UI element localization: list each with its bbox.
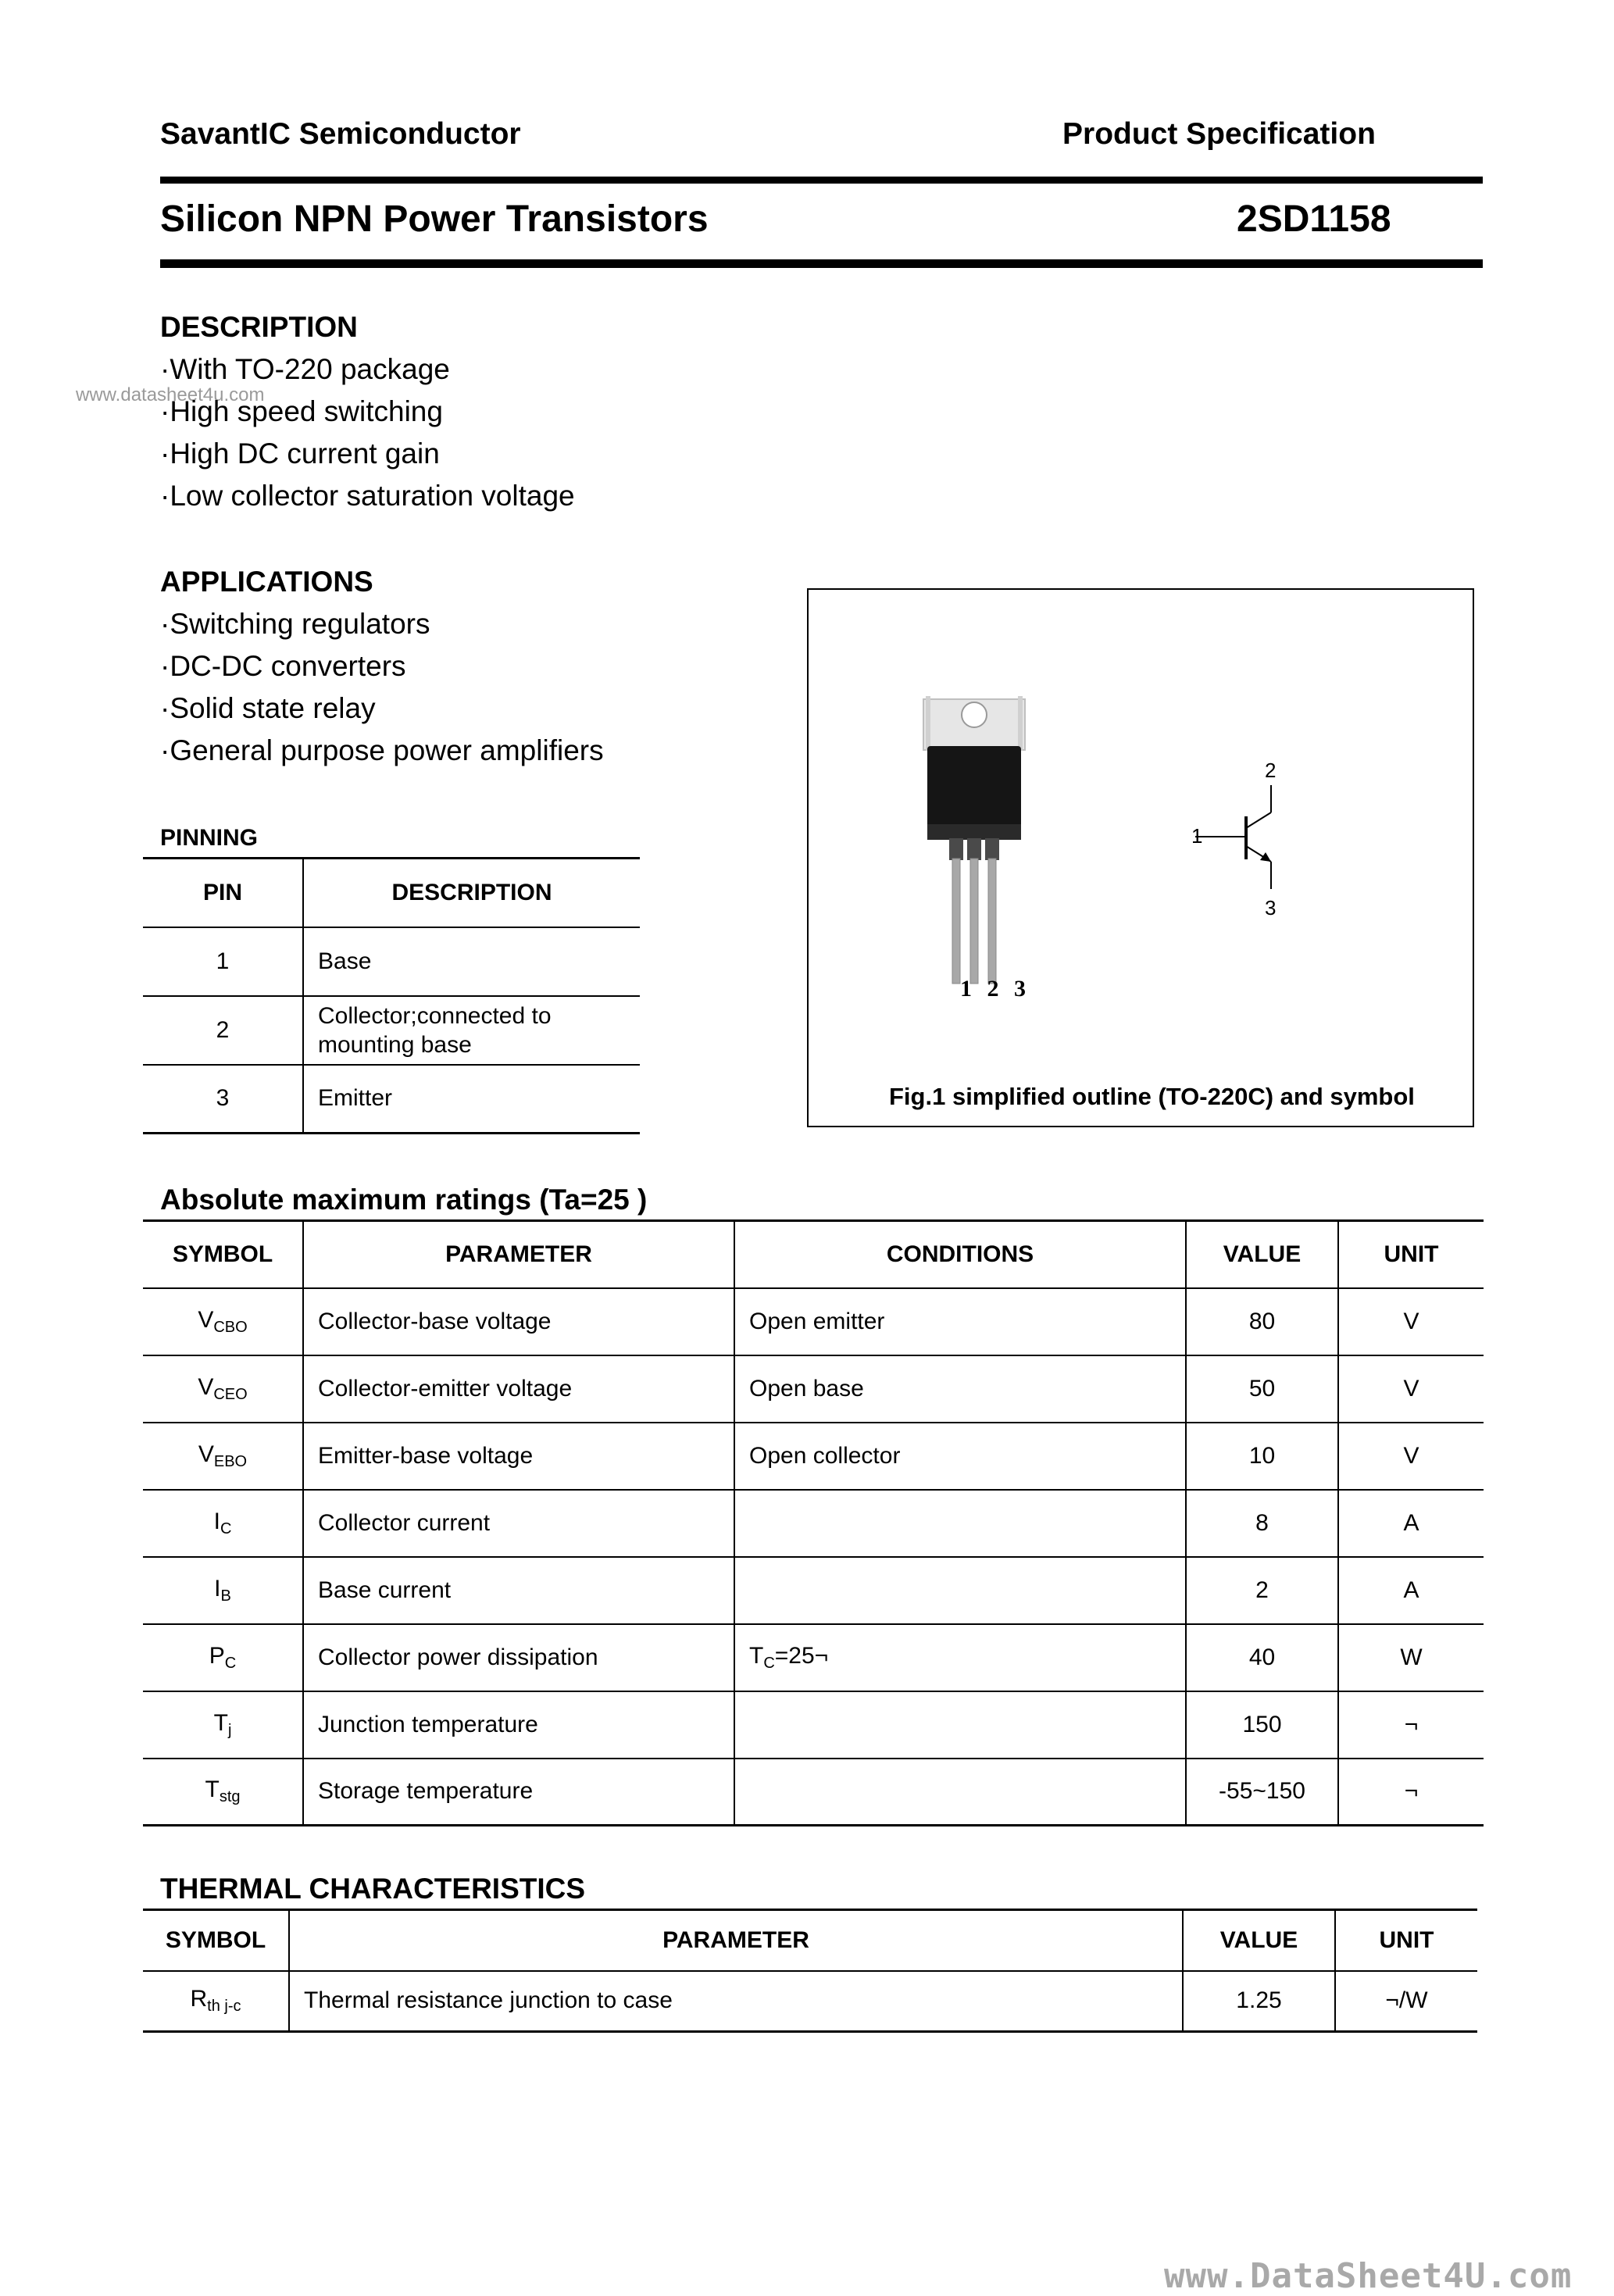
lead-shoulder: [967, 838, 981, 860]
symbol-collector-line: [1246, 812, 1271, 828]
parameter-cell: Thermal resistance junction to case: [289, 1971, 1183, 2032]
conditions-cell: Open collector: [734, 1423, 1186, 1490]
symbol-col-header: SYMBOL: [172, 1241, 273, 1267]
doc-type: Product Specification: [1062, 117, 1376, 151]
symbol-cell: $T_{stg}$: [205, 1776, 241, 1806]
symbol-emitter-arrow: [1260, 852, 1271, 862]
desc-col-header: DESCRIPTION: [303, 859, 640, 927]
description-item: ·Low collector saturation voltage: [160, 480, 575, 512]
table-row: [143, 1288, 1484, 1355]
value-cell: 150: [1186, 1691, 1338, 1759]
product-title: Silicon NPN Power Transistors: [160, 198, 709, 240]
package-outline-figure: [809, 590, 1473, 1126]
unit-cell: A: [1338, 1557, 1484, 1624]
part-number: 2SD1158: [1237, 198, 1391, 240]
pin-number: 1: [216, 948, 230, 974]
abs-max-heading: Absolute maximum ratings (Ta=25 ): [160, 1184, 648, 1216]
pin-col-header: PIN: [202, 879, 242, 905]
parameter-cell: Base current: [303, 1557, 734, 1624]
pinning-heading: PINNING: [160, 825, 259, 851]
value-col-header: VALUE: [1186, 1221, 1338, 1288]
table-row: [143, 1759, 1484, 1826]
table-row: [143, 1355, 1484, 1423]
unit-cell: ¬: [1338, 1691, 1484, 1759]
abs-max-header-row: [143, 1221, 1484, 1288]
unit-cell: A: [1338, 1490, 1484, 1557]
lead-2: [970, 859, 978, 984]
tab-edge-left: [926, 696, 930, 751]
parameter-col-header: PARAMETER: [289, 1910, 1183, 1971]
table-row: [143, 1423, 1484, 1490]
symbol-pin-3: 3: [1265, 896, 1277, 919]
pin-number: 3: [216, 1085, 230, 1112]
value-cell: 50: [1186, 1355, 1338, 1423]
value-cell: 2: [1186, 1557, 1338, 1624]
table-row: [143, 1490, 1484, 1557]
symbol-cell: $V_{CBO}$: [198, 1306, 248, 1336]
mounting-hole: [962, 702, 987, 727]
value-cell: 40: [1186, 1624, 1338, 1691]
conditions-cell: [734, 1557, 1186, 1624]
application-item: ·Solid state relay: [160, 692, 376, 724]
watermark-small[interactable]: www.datasheet4u.com: [76, 384, 265, 405]
description-heading: DESCRIPTION: [160, 311, 358, 343]
abs-max-table: [143, 1219, 1484, 1826]
lead-1: [952, 859, 960, 984]
table-row: [143, 996, 640, 1065]
conditions-col-header: CONDITIONS: [734, 1221, 1186, 1288]
value-col-header: VALUE: [1183, 1910, 1335, 1971]
parameter-col-header: PARAMETER: [303, 1221, 734, 1288]
application-item: ·Switching regulators: [160, 608, 430, 640]
table-row: [143, 1971, 1477, 2032]
figure-box: [807, 588, 1474, 1127]
package-base: [927, 824, 1021, 840]
unit-col-header: UNIT: [1338, 1221, 1484, 1288]
header-rule-bottom: [160, 259, 1483, 268]
pin-description: Emitter: [303, 1065, 640, 1134]
value-cell: -55~150: [1186, 1759, 1338, 1826]
table-row: [143, 1691, 1484, 1759]
parameter-cell: Emitter-base voltage: [303, 1423, 734, 1490]
description-item: ·With TO-220 package: [160, 353, 450, 385]
unit-cell: ¬: [1338, 1759, 1484, 1826]
conditions-cell: [734, 1490, 1186, 1557]
symbol-cell: $I_B$: [214, 1575, 231, 1605]
symbol-cell: $V_{EBO}$: [198, 1441, 248, 1470]
package-body: [927, 746, 1021, 837]
table-row: [143, 1065, 640, 1134]
unit-cell: ¬/W: [1335, 1971, 1477, 2032]
parameter-cell: Collector-emitter voltage: [303, 1355, 734, 1423]
symbol-pin-2: 2: [1265, 759, 1277, 782]
figure-caption: Fig.1 simplified outline (TO-220C) and symbol: [889, 1083, 1415, 1110]
pin-description: Base: [303, 927, 640, 996]
conditions-cell: [734, 1759, 1186, 1826]
unit-cell: W: [1338, 1624, 1484, 1691]
symbol-cell: $V_{CEO}$: [198, 1373, 248, 1403]
header-rule-top: [160, 177, 1483, 184]
thermal-heading: THERMAL CHARACTERISTICS: [160, 1873, 586, 1905]
table-row: [143, 927, 640, 996]
parameter-cell: Collector-base voltage: [303, 1288, 734, 1355]
conditions-cell: Open emitter: [734, 1288, 1186, 1355]
thermal-table: [143, 1909, 1477, 2033]
value-cell: 8: [1186, 1490, 1338, 1557]
lead-shoulder: [985, 838, 999, 860]
pin-description: Collector;connected to mounting base: [303, 996, 640, 1065]
pin-number: 2: [216, 1016, 230, 1043]
application-item: ·DC-DC converters: [160, 650, 406, 682]
table-row: [143, 1624, 1484, 1691]
description-item: ·High speed switching: [160, 395, 443, 427]
conditions-cell: $T_C=25\neg$: [734, 1624, 1186, 1691]
lead-shoulder: [949, 838, 963, 860]
company-name: SavantIC Semiconductor: [160, 117, 521, 151]
parameter-cell: Junction temperature: [303, 1691, 734, 1759]
unit-cell: V: [1338, 1288, 1484, 1355]
symbol-cell: $T_j$: [213, 1709, 232, 1739]
tab-edge-right: [1018, 696, 1023, 751]
value-cell: 80: [1186, 1288, 1338, 1355]
table-row: [143, 1557, 1484, 1624]
application-item: ·General purpose power amplifiers: [160, 734, 604, 766]
symbol-cell: $I_C$: [213, 1508, 232, 1537]
conditions-cell: [734, 1691, 1186, 1759]
conditions-cell: Open base: [734, 1355, 1186, 1423]
unit-cell: V: [1338, 1423, 1484, 1490]
symbol-col-header: SYMBOL: [165, 1926, 266, 1953]
pinning-table: [143, 857, 640, 1134]
symbol-cell: $P_C$: [209, 1642, 237, 1672]
watermark-footer[interactable]: www.DataSheet4U.com: [1164, 2256, 1573, 2296]
unit-cell: V: [1338, 1355, 1484, 1423]
pinning-header-row: [143, 859, 640, 927]
value-cell: 10: [1186, 1423, 1338, 1490]
value-cell: 1.25: [1183, 1971, 1335, 2032]
parameter-cell: Collector current: [303, 1490, 734, 1557]
symbol-cell: $R_{th j-c}$: [190, 1986, 241, 2016]
symbol-pin-1: 1: [1191, 824, 1203, 848]
thermal-header-row: [143, 1910, 1477, 1971]
unit-col-header: UNIT: [1335, 1910, 1477, 1971]
applications-heading: APPLICATIONS: [160, 566, 373, 598]
parameter-cell: Collector power dissipation: [303, 1624, 734, 1691]
package-pin-labels: 1 2 3: [960, 976, 1030, 1002]
parameter-cell: Storage temperature: [303, 1759, 734, 1826]
description-item: ·High DC current gain: [160, 437, 440, 470]
lead-3: [988, 859, 996, 984]
